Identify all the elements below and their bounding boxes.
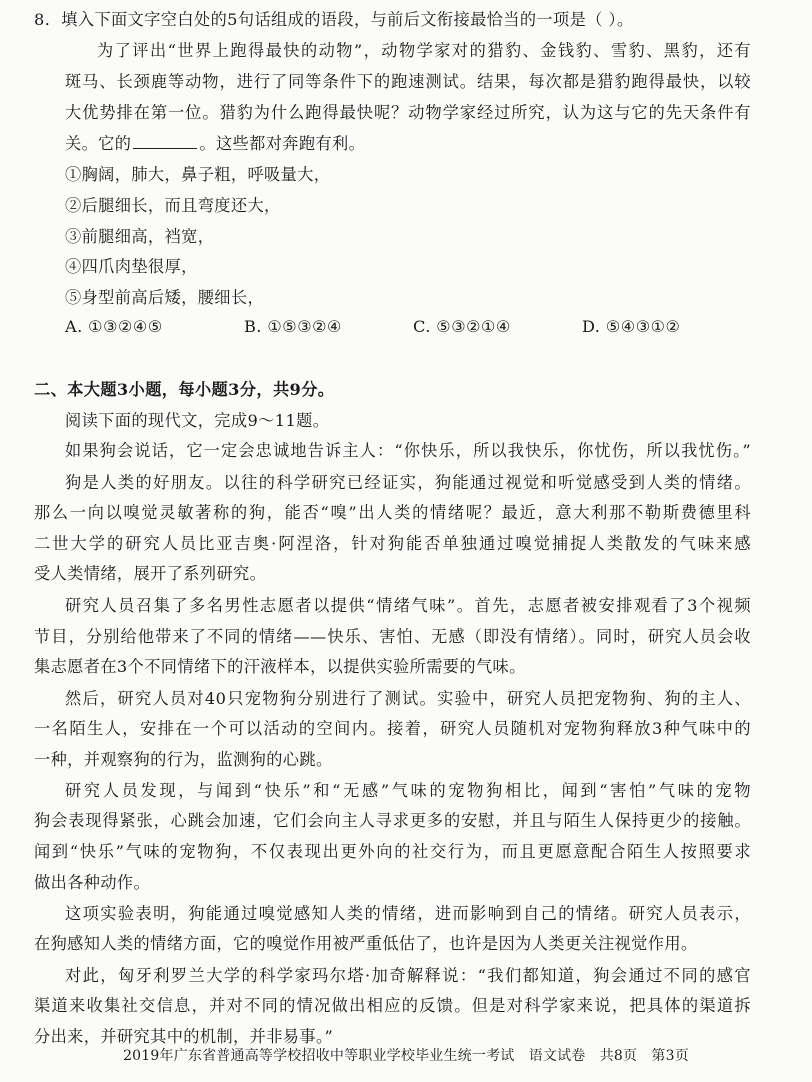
q8-passage-line-3: 大优势排在第一位。猎豹为什么跑得最快呢？动物学家经过所究，认为这与它的先天条件有 — [65, 103, 751, 122]
article-line-7: 节目，分别给他带来了不同的情绪——快乐、害怕、无感（即没有情绪）。同时，研究人员会收 — [34, 627, 751, 646]
article-line-11: 一种，并观察狗的行为，监测狗的心跳。 — [34, 750, 333, 769]
article-line-12: 研究人员发现，与闻到“快乐”和“无感”气味的宠物狗相比，闻到“害怕”气味的宠物 — [65, 781, 751, 800]
article-line-9: 然后，研究人员对40只宠物狗分别进行了测试。实验中，研究人员把宠物狗、狗的主人、 — [65, 689, 751, 708]
article-line-1: 如果狗会说话，它一定会忠诚地告诉主人：“你快乐，所以我快乐，你忧伤，所以我忧伤。” — [65, 441, 751, 460]
q8-passage-line-2: 斑马、长颈鹿等动物，进行了同等条件下的跑速测试。结果，每次都是猎豹跑得最快，以较 — [65, 72, 751, 91]
option-d: D. ⑤④③①② — [582, 317, 681, 336]
page-footer: 2019年广东省普通高等学校招收中等职业学校毕业生统一考试 语文试卷 共8页 第3页 — [123, 1048, 689, 1064]
article-line-10: 一名陌生人，安排在一个可以活动的空间内。接着，研究人员随机对宠物狗释放3种气味中的 — [34, 719, 751, 738]
article-line-13: 狗会表现得紧张，心跳会加速，它们会向主人寻求更多的安慰，并且与陌生人保持更少的接触。 — [34, 811, 751, 830]
article-line-5: 受人类情绪，展开了系列研究。 — [34, 564, 267, 583]
question-8-stem: 8．填入下面文字空白处的5句话组成的语段，与前后文衔接最恰当的一项是（ ）。 — [34, 10, 634, 29]
article-line-8: 集志愿者在3个不同情绪下的汗液样本，以提供实验所需要的气味。 — [34, 657, 526, 676]
article-line-3: 那么一向以嗅觉灵敏著称的狗，能否“嗅”出人类的情绪呢？最近，意大利那不勒斯费德里科 — [34, 503, 751, 522]
article-line-2: 狗是人类的好朋友。以往的科学研究已经证实，狗能通过视觉和听觉感受到人类的情绪。 — [65, 473, 751, 492]
article-line-16: 这项实验表明，狗能通过嗅觉感知人类的情绪，进而影响到自己的情绪。研究人员表示， — [65, 904, 751, 923]
article-line-15: 做出各种动作。 — [34, 873, 151, 892]
clause-5: ⑤身型前高后矮，腰细长， — [65, 288, 265, 307]
section-2-instruction: 阅读下面的现代文，完成9～11题。 — [65, 411, 330, 430]
article-line-18: 对此，匈牙利罗兰大学的科学家玛尔塔·加奇解释说：“我们都知道，狗会通过不同的感官 — [65, 966, 751, 985]
article-line-17: 在狗感知人类的情绪方面，它的嗅觉作用被严重低估了，也许是因为人类更关注视觉作用。 — [34, 934, 698, 953]
fill-in-blank — [133, 134, 197, 149]
article-line-14: 闻到“快乐”气味的宠物狗，不仅表现出更外向的社交行为，而且更愿意配合陌生人按照要求 — [34, 842, 751, 861]
clause-3: ③前腿细高，裆宽， — [65, 227, 215, 246]
section-2-heading: 二、本大题3小题，每小题3分，共9分。 — [34, 380, 335, 399]
q8-passage-line-1: 为了评出“世界上跑得最快的动物”，动物学家对的猎豹、金钱豹、雪豹、黑豹，还有 — [97, 41, 751, 60]
article-line-19: 渠道来收集社交信息，并对不同的情况做出相应的反馈。但是对科学家来说，把具体的渠道拆 — [34, 996, 751, 1015]
article-line-4: 二世大学的研究人员比亚吉奥·阿涅洛，针对狗能否单独通过嗅觉捕捉人类散发的气味来感 — [34, 534, 751, 553]
clause-4: ④四爪肉垫很厚， — [65, 257, 198, 276]
option-c: C. ⑤③②①④ — [413, 317, 511, 336]
article-line-6: 研究人员召集了多名男性志愿者以提供“情绪气味”。首先，志愿者被安排观看了3个视频 — [65, 596, 751, 615]
q8-passage-line-4 — [65, 133, 365, 155]
option-a: A. ①③②④⑤ — [65, 317, 163, 336]
blank-prefix: 关。它的 — [65, 134, 132, 153]
article-line-20: 分出来，并研究其中的机制，并非易事。” — [34, 1027, 334, 1046]
option-b: B. ①⑤③②④ — [244, 317, 342, 336]
blank-suffix: 。这些都对奔跑有利。 — [199, 134, 366, 153]
clause-2: ②后腿细长，而且弯度还大， — [65, 196, 281, 215]
clause-1: ①胸阔，肺大，鼻子粗，呼吸量大， — [65, 165, 331, 184]
